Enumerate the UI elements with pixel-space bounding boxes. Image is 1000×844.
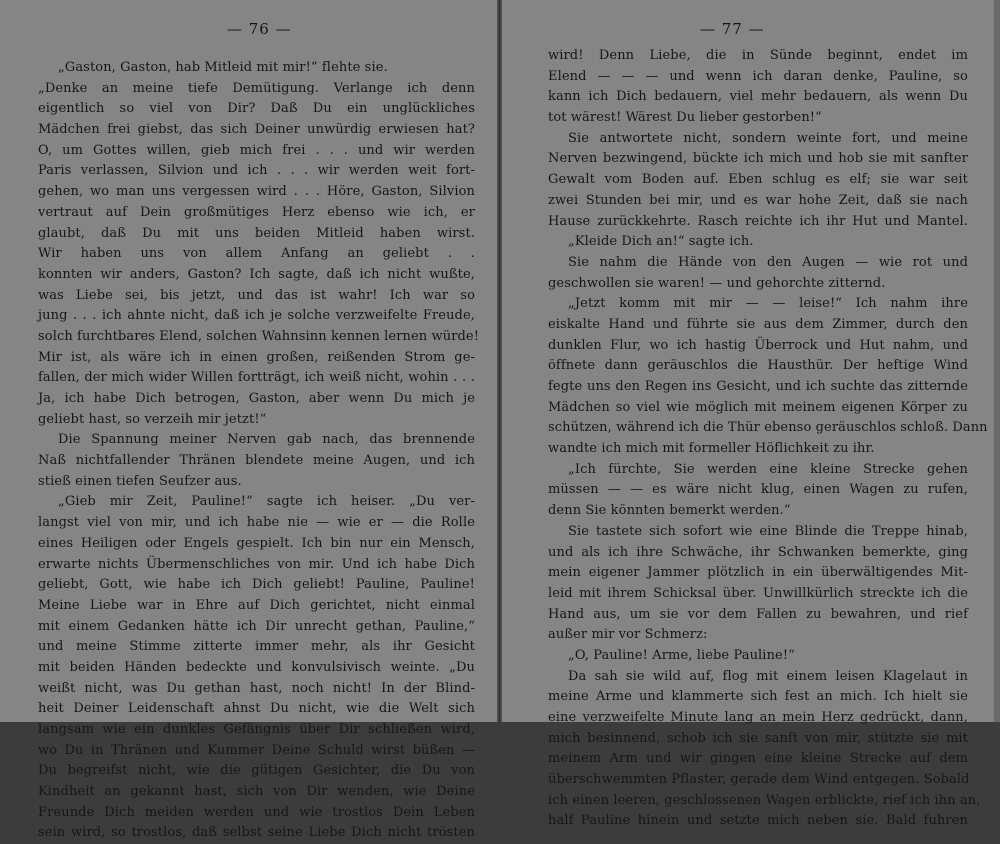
text-line: Naß nichtfallender Thränen blendete meine Augen, und ich [38,453,475,469]
text-line: Sie tastete sich sofort wie eine Blinde die Treppe hinab, [568,523,968,539]
text-line: gehen, wo man uns vergessen wird . . . Höre, Gaston, Silvion [38,184,475,200]
text-line: solch furchtbares Elend, solchen Wahnsinn kennen lernen würde! [38,328,480,344]
text-line: Mir ist, als wäre ich in einen großen, reißenden Strom ge- [38,349,475,365]
text-line: Freunde Dich meiden werden und wie trostlos Dein Leben [38,804,475,820]
text-line: geliebt hast, so verzeih mir jetzt!“ [38,411,267,427]
text-line: „Denke an meine tiefe Demütigung. Verlange ich denn [38,80,475,96]
text-line: Mädchen frei giebst, das sich Deiner unwürdig erwiesen hat? [38,122,475,138]
text-line: glaubt, daß Du mit uns beiden Mitleid haben wirst. [38,225,475,241]
text-line: Nerven bezwingend, bückte ich mich und hob sie mit sanfter [548,151,968,167]
text-line: „Kleide Dich an!“ sagte ich. [568,234,754,250]
text-line: weißt nicht, was Du gethan hast, noch nicht! In der Blind- [38,680,475,696]
text-line: kann ich Dich bedauern, viel mehr bedauern, als wenn Du [548,89,968,105]
text-line: Hause zurückkehrte. Rasch reichte ich ihr Hut und Mantel. [548,213,968,229]
text-line: was Liebe sei, bis jetzt, und das ist wahr! Ich war so [38,287,475,303]
text-line: schützen, während ich die Thür ebenso geräuschlos schloß. Dann [548,420,988,436]
text-line: erwarte nichts Übermenschliches von mir. Und ich habe Dich [38,556,475,572]
text-line: „O, Pauline! Arme, liebe Pauline!“ [568,647,795,663]
text-line: Sie nahm die Hände von den Augen — wie rot und [568,254,968,270]
text-line: Kindheit an gekannt hast, sich von Dir wenden, wie Deine [38,784,475,800]
text-line: mich besinnend, schob ich sie sanft von mir, stützte sie mit [548,730,968,746]
text-line: „Gieb mir Zeit, Pauline!“ sagte ich heiser. „Du ver- [58,494,475,510]
text-line: eines Heiligen oder Engels gespielt. Ich bin nur ein Mensch, [38,535,475,551]
text-line: Da sah sie wild auf, flog mit einem leisen Klagelaut in [568,668,968,684]
text-line: heit Deiner Leidenschaft ahnst Du nicht, wie die Welt sich [38,701,475,717]
text-line: leid mit ihrem Schicksal über. Unwillkürlich streckte ich die [548,585,968,601]
text-line: wird! Denn Liebe, die in Sünde beginnt, endet im [548,48,968,63]
text-line: mit einem Gedanken hätte ich Dir unrecht gethan, Pauline,“ [38,618,475,634]
text-line: mit beiden Händen bedeckte und konvulsivisch weinte. „Du [38,659,475,675]
text-line: mein eigener Jammer plötzlich in ein überwältigendes Mit- [548,565,968,581]
text-line: O, um Gottes willen, gieb mich frei . . . und wir werden [38,142,475,158]
text-line: Ja, ich habe Dich betrogen, Gaston, aber wenn Du mich je [38,391,475,406]
text-line: stieß einen tiefen Seufzer aus. [38,473,242,489]
text-line: dunklen Flur, wo ich hastig Überrock und Hut nahm, und [548,337,968,353]
text-line: Mädchen so viel wie möglich mit meinem eigenen Körper zu [548,399,968,415]
text-line: Du begreifst nicht, wie die gütigen Gesichter, die Du von [38,763,475,779]
text-line: eiskalte Hand und führte sie aus dem Zimmer, durch den [548,316,968,332]
text-line: und als ich ihre Schwäche, ihr Schwanken bemerkte, ging [548,544,968,560]
text-line: „Ich fürchte, Sie werden eine kleine Strecke gehen [568,461,968,477]
text-line: öffnete dann geräuschlos die Hausthür. Der heftige Wind [548,358,968,374]
text-line: Wir haben uns von allem Anfang an geliebt . . [38,246,475,262]
text-line: half Pauline hinein und setzte mich neben sie. Bald fuhren [548,813,968,829]
text-line: eigentlich so viel von Dir? Daß Du ein unglückliches [38,101,475,117]
text-line: „Gaston, Gaston, hab Mitleid mit mir!“ flehte sie. [58,60,388,75]
text-line: konnten wir anders, Gaston? Ich sagte, daß ich nicht wußte, [38,266,475,282]
text-line: außer mir vor Schmerz: [548,627,708,643]
right-page [502,0,1000,829]
text-line: ich einen leeren, geschlossenen Wagen erblickte, rief ich ihn an, [548,792,981,808]
text-line: jung . . . ich ahnte nicht, daß ich je solche verzweifelte Freude, [38,308,475,324]
text-line: Elend — — — und wenn ich daran denke, Pauline, so [548,68,968,84]
text-line: fegte uns den Regen ins Gesicht, und ich suchte das zitternde [548,379,968,394]
text-line: geliebt, Gott, wie habe ich Dich geliebt! Pauline, Pauline! [38,577,475,593]
text-line: langst viel von mir, und ich habe nie — wie er — die Rolle [38,515,475,531]
text-line: denn Sie könnten bemerkt werden.“ [548,503,791,519]
text-line: meine Arme und klammerte sich fest an mich. Ich hielt sie [548,689,968,705]
text-line: fallen, der mich wider Willen fortträgt, ich weiß nicht, wohin . . . [38,370,475,386]
text-line: zwei Stunden bei mir, und es war hohe Zeit, daß sie nach [548,192,968,208]
page-number-right: — 77 — [700,20,765,38]
left-page [0,0,497,841]
text-line: Meine Liebe war in Ehre auf Dich gerichtet, nicht einmal [38,597,475,613]
text-line: vertraut auf Dein großmütiges Herz ebenso wie ich, er [38,204,475,220]
text-line: geschwollen sie waren! — und gehorchte zitternd. [548,275,886,291]
text-line: wo Du in Thränen und Kummer Deine Schuld wirst büßen — [38,742,475,758]
text-line: Sie antwortete nicht, sondern weinte fort, und meine [568,130,968,146]
text-line: überschwemmten Pflaster, gerade dem Wind entgegen. Sobald [548,772,970,788]
text-line: eine verzweifelte Minute lang an mein Herz gedrückt, dann, [548,710,968,725]
right-page-text [548,46,988,832]
text-line: wandte ich mich mit formeller Höflichkeit zu ihr. [548,441,875,457]
text-line: tot wärest! Wärest Du lieber gestorben!“ [548,110,822,126]
text-line: Die Spannung meiner Nerven gab nach, das brennende [58,432,475,448]
text-line: langsam wie ein dunkles Gefängnis über Dir schließen wird, [38,722,475,737]
text-line: Gewalt vom Boden auf. Eben schlug es elf; sie war seit [548,172,968,188]
text-line: meinem Arm und wir gingen eine kleine Strecke auf dem [548,751,968,767]
text-line: und meine Stimme zitterte immer mehr, als ihr Gesicht [38,639,475,655]
page-number-left: — 76 — [227,20,292,38]
text-line: Hand aus, um sie vor dem Fallen zu bewahren, und rief [548,606,968,622]
text-line: sein wird, so trostlos, daß selbst seine Liebe Dich nicht trösten [38,825,475,841]
text-line: „Jetzt komm mit mir — — leise!“ Ich nahm ihre [568,296,968,312]
left-page-text [38,58,480,844]
text-line: Paris verlassen, Silvion und ich . . . wir werden weit fort- [38,163,475,179]
text-line: müssen — — es wäre nicht klug, einen Wagen zu rufen, [548,482,968,498]
